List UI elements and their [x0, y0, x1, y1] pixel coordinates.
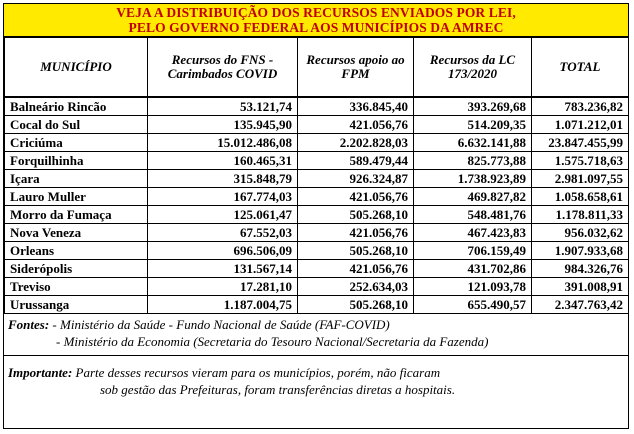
important-note: [4, 356, 628, 398]
municipio-cell: Nova Veneza: [5, 224, 148, 242]
municipio-cell: Siderópolis: [5, 260, 148, 278]
fns-cell: 315.848,79: [148, 170, 298, 188]
sources-line-2: - Ministério da Economia (Secretaria do Tesouro Nacional/Secretaria da Fazenda): [56, 334, 489, 349]
fns-cell: 167.774,03: [148, 188, 298, 206]
total-cell: 956.032,62: [532, 224, 629, 242]
total-cell: 391.008,91: [532, 278, 629, 296]
lc173-cell: 121.093,78: [414, 278, 532, 296]
table-row: [5, 242, 629, 260]
fpm-cell: 421.056,76: [298, 260, 414, 278]
municipio-cell: Cocal do Sul: [5, 116, 148, 134]
column-header-lc173: Recursos da LC 173/2020: [414, 38, 532, 98]
fpm-cell: 421.056,76: [298, 116, 414, 134]
lc173-cell: 467.423,83: [414, 224, 532, 242]
sources-label: Fontes:: [8, 317, 50, 332]
infographic: [3, 3, 629, 429]
fpm-cell: 336.845,40: [298, 97, 414, 116]
total-cell: 1.058.658,61: [532, 188, 629, 206]
total-cell: 984.326,76: [532, 260, 629, 278]
municipio-cell: Lauro Muller: [5, 188, 148, 206]
municipio-cell: Içara: [5, 170, 148, 188]
table-row: [5, 152, 629, 170]
lc173-cell: 655.490,57: [414, 296, 532, 314]
fns-cell: 15.012.486,08: [148, 134, 298, 152]
column-header-municipio: MUNICÍPIO: [5, 38, 148, 98]
fpm-cell: 505.268,10: [298, 242, 414, 260]
lc173-cell: 431.702,86: [414, 260, 532, 278]
municipio-cell: Urussanga: [5, 296, 148, 314]
fns-cell: 67.552,03: [148, 224, 298, 242]
lc173-cell: 706.159,49: [414, 242, 532, 260]
column-header-fns: Recursos do FNS - Carimbados COVID: [148, 38, 298, 98]
fpm-cell: 589.479,44: [298, 152, 414, 170]
lc173-cell: 393.269,68: [414, 97, 532, 116]
table-row: [5, 278, 629, 296]
sources-note: [4, 314, 628, 356]
table-row: [5, 97, 629, 116]
municipio-cell: Morro da Fumaça: [5, 206, 148, 224]
fpm-cell: 505.268,10: [298, 206, 414, 224]
table-row: [5, 170, 629, 188]
fns-cell: 131.567,14: [148, 260, 298, 278]
lc173-cell: 1.738.923,89: [414, 170, 532, 188]
municipio-cell: Treviso: [5, 278, 148, 296]
municipio-cell: Balneário Rincão: [5, 97, 148, 116]
total-cell: 23.847.455,99: [532, 134, 629, 152]
fpm-cell: 252.634,03: [298, 278, 414, 296]
fns-cell: 135.945,90: [148, 116, 298, 134]
important-line-1: Parte desses recursos vieram para os municípios, porém, não ficaram: [72, 365, 441, 380]
table-row: [5, 206, 629, 224]
fns-cell: 125.061,47: [148, 206, 298, 224]
municipio-cell: Forquilhinha: [5, 152, 148, 170]
table-row: [5, 134, 629, 152]
total-cell: 2.981.097,55: [532, 170, 629, 188]
fpm-cell: 2.202.828,03: [298, 134, 414, 152]
total-cell: 1.071.212,01: [532, 116, 629, 134]
sources-line-1: - Ministério da Saúde - Fundo Nacional de Saúde (FAF-COVID): [49, 317, 390, 332]
fns-cell: 696.506,09: [148, 242, 298, 260]
fpm-cell: 505.268,10: [298, 296, 414, 314]
important-line-2: sob gestão das Prefeituras, foram transferências diretas a hospitais.: [100, 382, 456, 397]
important-label: Importante:: [8, 365, 73, 380]
lc173-cell: 514.209,35: [414, 116, 532, 134]
table-body: [5, 97, 629, 314]
total-cell: 2.347.763,42: [532, 296, 629, 314]
lc173-cell: 469.827,82: [414, 188, 532, 206]
table-row: [5, 188, 629, 206]
total-cell: 1.575.718,63: [532, 152, 629, 170]
lc173-cell: 548.481,76: [414, 206, 532, 224]
table-row: [5, 296, 629, 314]
fpm-cell: 421.056,76: [298, 224, 414, 242]
column-header-total: TOTAL: [532, 38, 629, 98]
column-header-fpm: Recursos apoio ao FPM: [298, 38, 414, 98]
table-row: [5, 260, 629, 278]
table-header-row: [5, 38, 629, 98]
table-row: [5, 224, 629, 242]
fns-cell: 53.121,74: [148, 97, 298, 116]
fpm-cell: 926.324,87: [298, 170, 414, 188]
fns-cell: 17.281,10: [148, 278, 298, 296]
table-row: [5, 116, 629, 134]
fpm-cell: 421.056,76: [298, 188, 414, 206]
total-cell: 1.178.811,33: [532, 206, 629, 224]
resources-table: [4, 37, 629, 314]
fns-cell: 1.187.004,75: [148, 296, 298, 314]
lc173-cell: 6.632.141,88: [414, 134, 532, 152]
title-line-2: PELO GOVERNO FEDERAL AOS MUNICÍPIOS DA AMREC: [128, 20, 504, 35]
lc173-cell: 825.773,88: [414, 152, 532, 170]
title-line-1: VEJA A DISTRIBUIÇÃO DOS RECURSOS ENVIADOS POR LEI,: [116, 5, 516, 20]
total-cell: 783.236,82: [532, 97, 629, 116]
fns-cell: 160.465,31: [148, 152, 298, 170]
total-cell: 1.907.933,68: [532, 242, 629, 260]
municipio-cell: Criciúma: [5, 134, 148, 152]
municipio-cell: Orleans: [5, 242, 148, 260]
title-banner: [4, 4, 628, 37]
